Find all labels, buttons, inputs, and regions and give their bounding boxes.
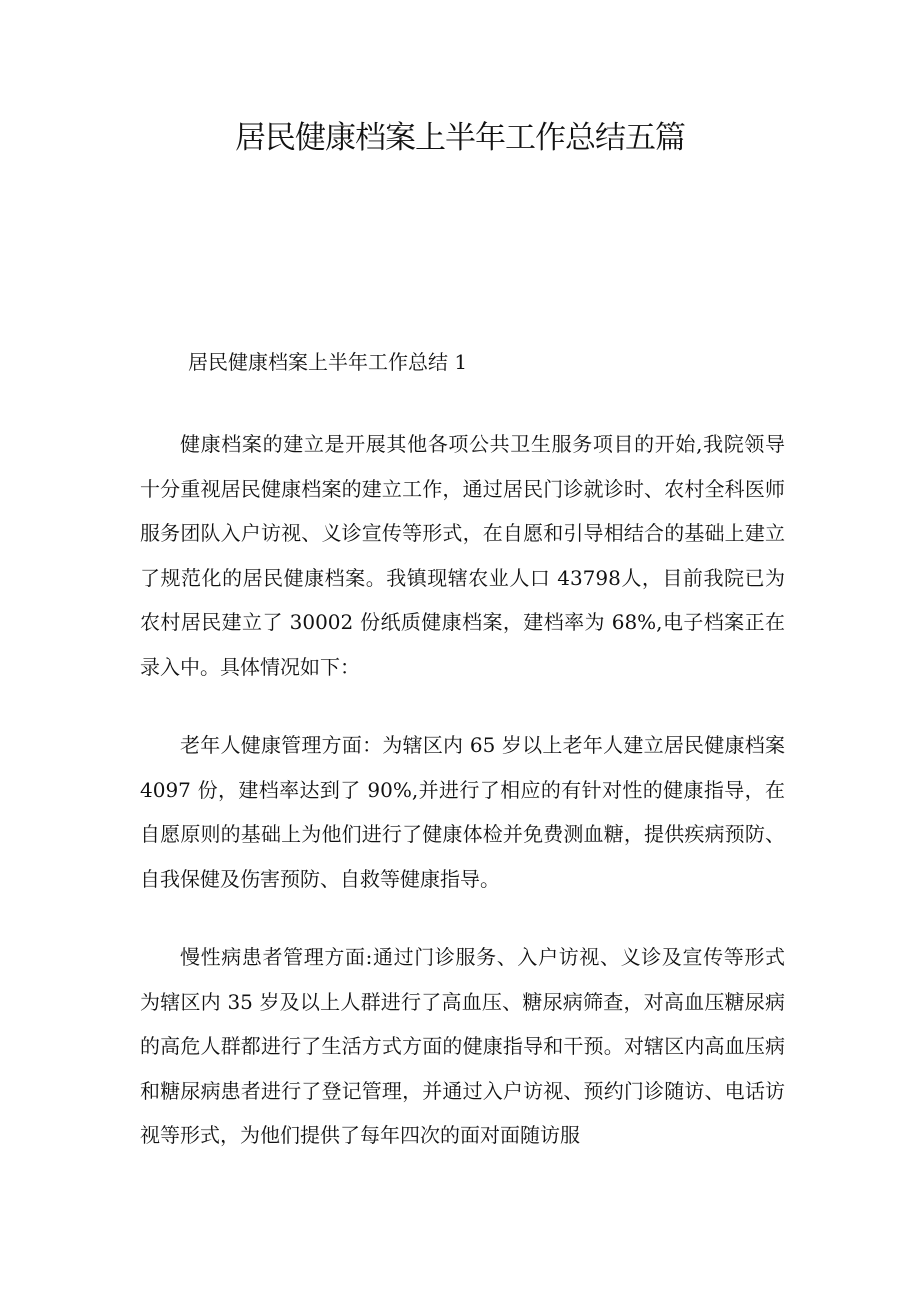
document-title: 居民健康档案上半年工作总结五篇 bbox=[235, 120, 685, 156]
paragraph-chronic-disease-management: 慢性病患者管理方面:通过门诊服务、入户访视、义诊及宣传等形式为辖区内 35 岁及以上人群进行了高血压、糖尿病筛查，对高血压糖尿病的高危人群都进行了生活方式方面的健康指导和干预。对辖区内高血压病和糖尿病患者进行了登记管理，并通过入户访视、预约门诊随访、电话访视等形式，为他们提供了每年四次的面对面随访服 bbox=[140, 945, 785, 1147]
paragraph-archive-overview: 健康档案的建立是开展其他各项公共卫生服务项目的开始,我院领导十分重视居民健康档案的建立工作，通过居民门诊就诊时、农村全科医师服务团队入户访视、义诊宣传等形式，在自愿和引导相结合的基础上建立了规范化的居民健康档案。我镇现辖农业人口 43798人，目前我院已为农村居民建立了 30002 份纸质健康档案，建档率为 68%,电子档案正在录入中。具体情况如下： bbox=[140, 432, 785, 679]
paragraph-elderly-management: 老年人健康管理方面：为辖区内 65 岁以上老年人建立居民健康档案 4097 份，建档率达到了 90%,并进行了相应的有针对性的健康指导，在自愿原则的基础上为他们进行了健康体检并免费测血糖，提供疾病预防、自我保健及伤害预防、自救等健康指导。 bbox=[140, 733, 785, 891]
section-heading: 居民健康档案上半年工作总结 1 bbox=[188, 350, 468, 374]
